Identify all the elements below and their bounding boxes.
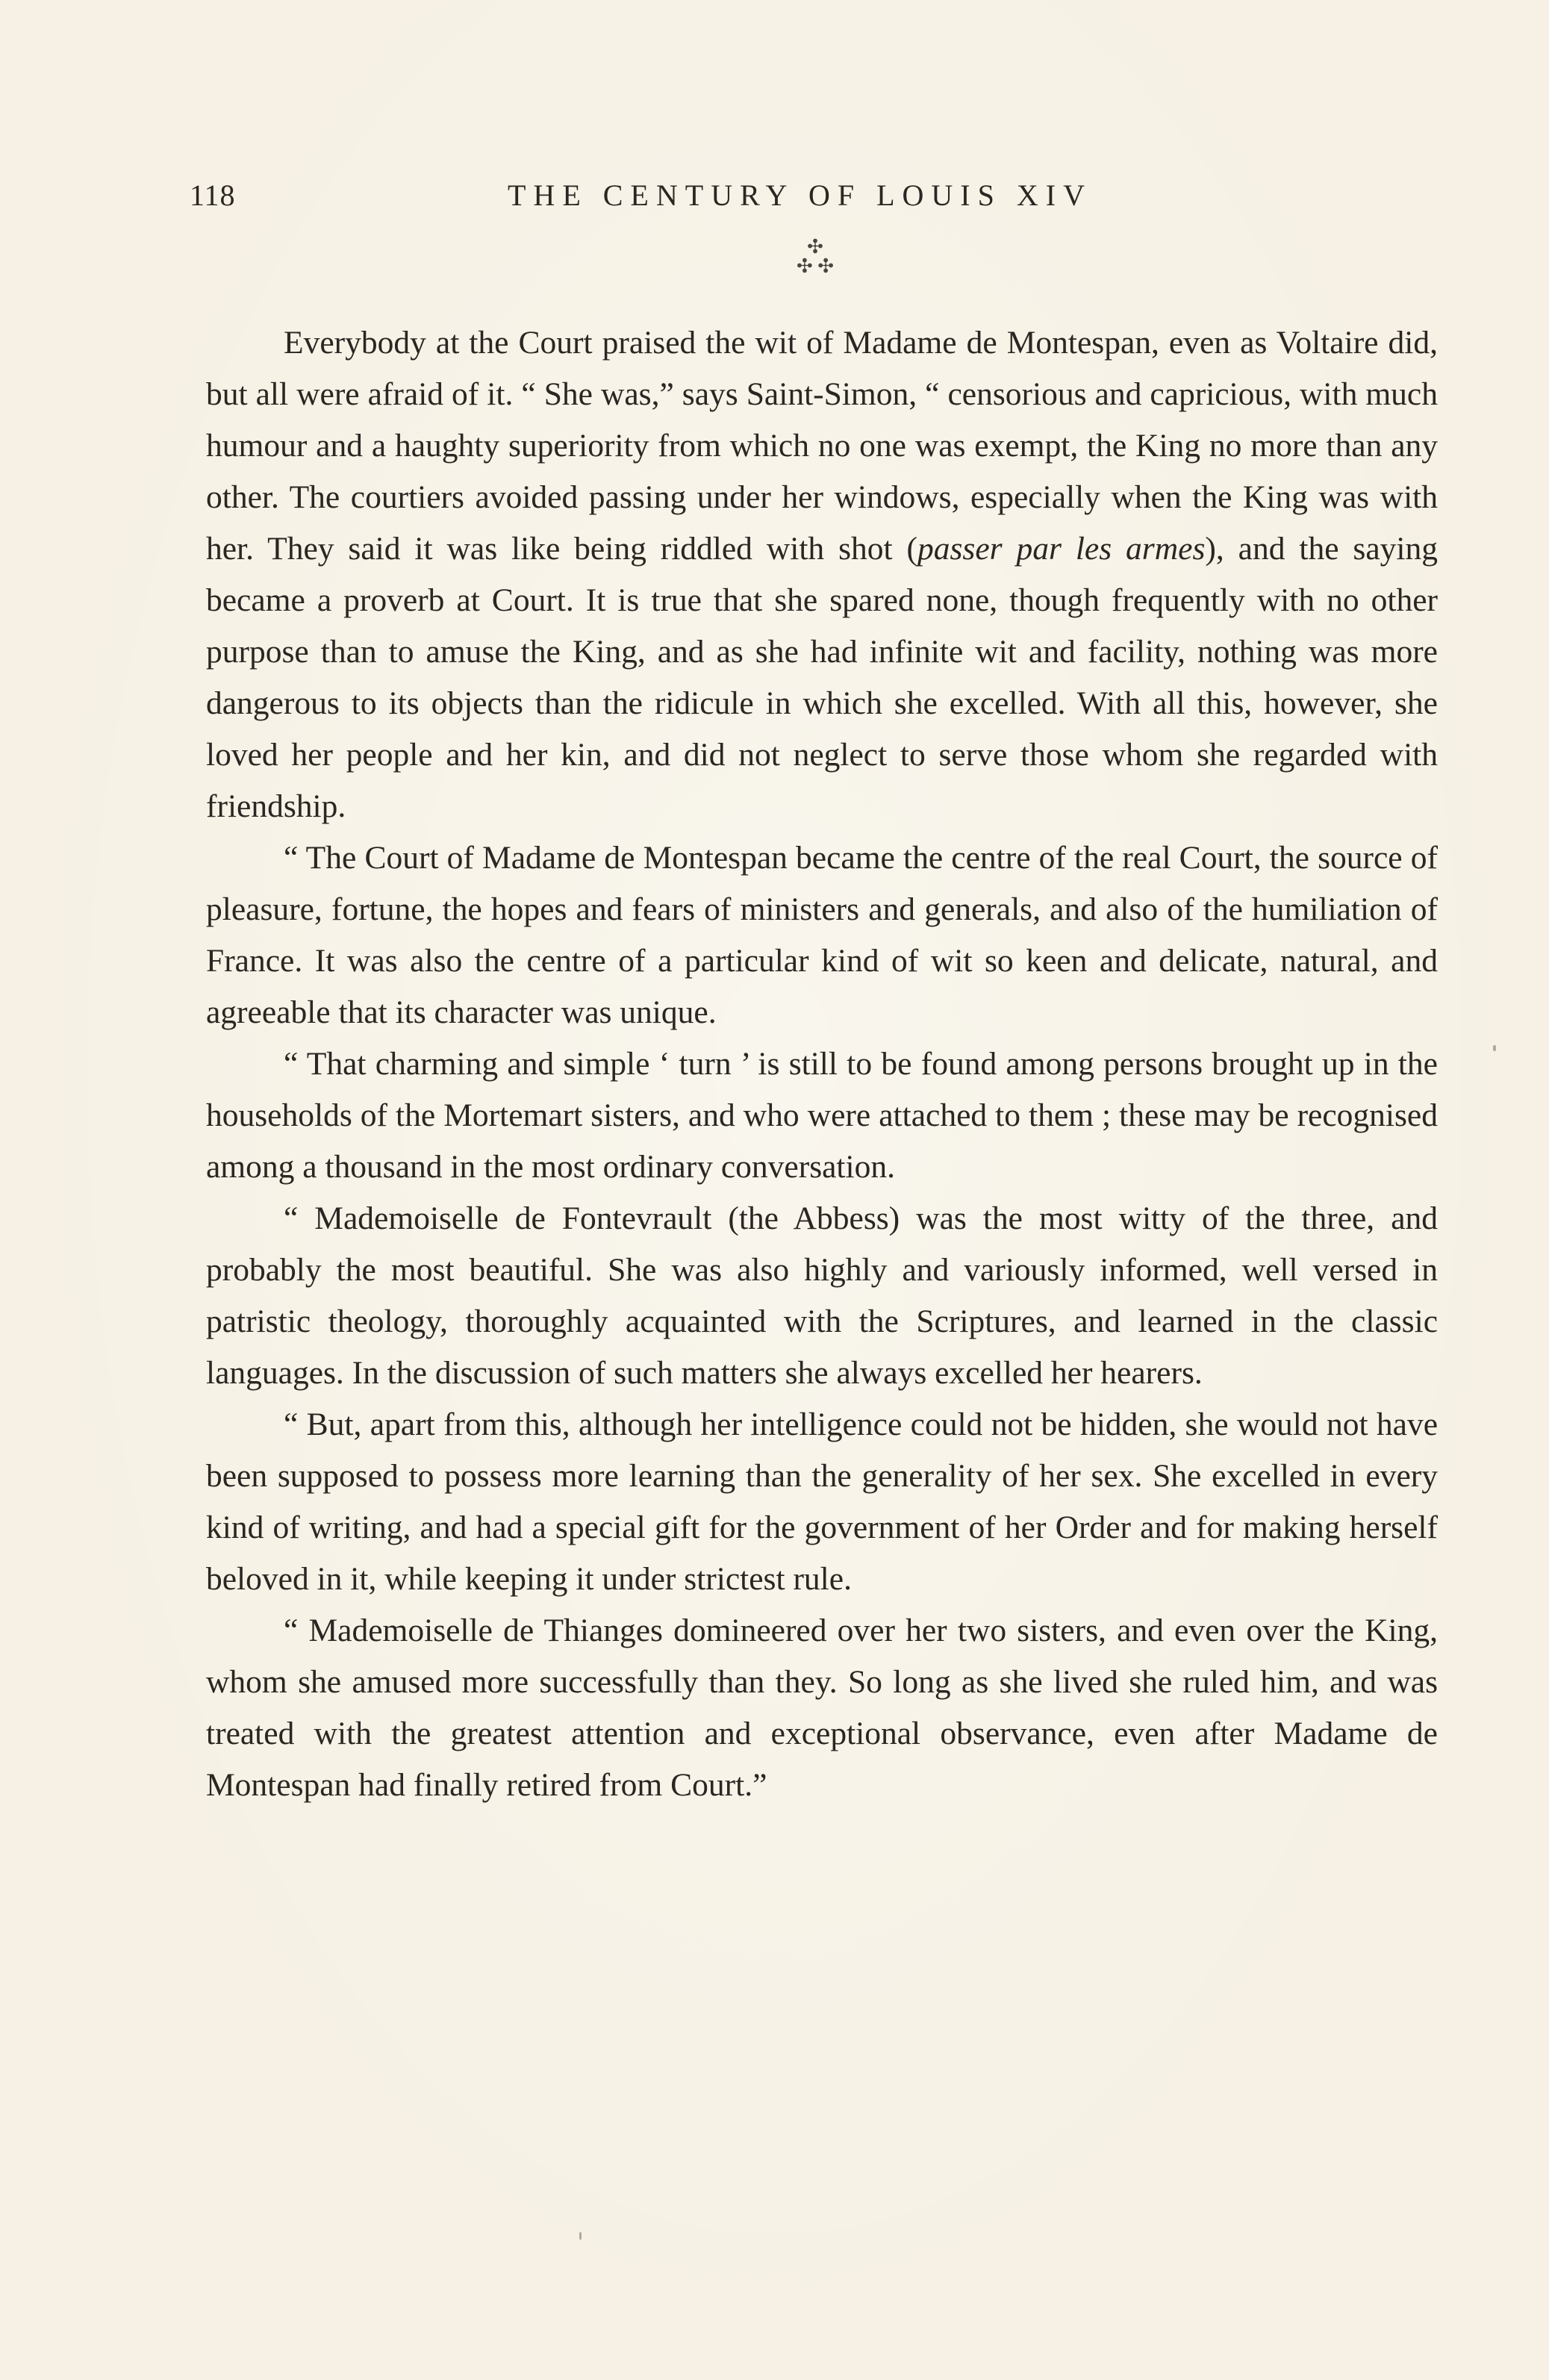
paragraph-3: “ That charming and simple ‘ turn ’ is still to be found among persons brought up in the households of the Mortemart sisters, and who were attached to them ; these may be recognised among a thousand in the most ordinary conversation. bbox=[206, 1046, 1438, 1185]
paragraph-5: “ But, apart from this, although her intelligence could not be hidden, she would not have been supposed to possess more learning than the generality of her sex. She excelled in every kind of writing, and had a special gift for the government of her Order and for making herself beloved in it, while keeping it under strictest rule. bbox=[206, 1406, 1438, 1597]
page-number: 118 bbox=[190, 178, 236, 212]
asterism-ornament-icon bbox=[793, 237, 838, 279]
italic-phrase: passer par les armes bbox=[917, 531, 1206, 567]
ornament-bottom: ✣ ✣ bbox=[796, 255, 835, 277]
running-head bbox=[190, 178, 1160, 222]
paragraph-1-text-after: ), and the saying became a proverb at Court. It is true that she spared none, though frequently with no other purpose than to amuse the King, and as she had infinite wit and facility, nothing was more dangerous to its objects than the ridicule in which she excelled. With all this, however, she loved her people and her kin, and did not neglect to serve those whom she regarded with friendship. bbox=[206, 531, 1438, 824]
paragraph-2: “ The Court of Madame de Montespan became the centre of the real Court, the source of pleasure, fortune, the hopes and fears of ministers and generals, and also of the humiliation of France. It was also the centre of a particular kind of wit so keen and delicate, natural, and agreeable that its character was unique. bbox=[206, 840, 1438, 1030]
paragraph-6: “ Mademoiselle de Thianges domineered over her two sisters, and even over the King, whom she amused more successfully than they. So long as she lived she ruled him, and was treated with the greatest attention and exceptional observance, even after Madame de Montespan had finally retired from Court.” bbox=[206, 1613, 1438, 1803]
paragraph-4: “ Mademoiselle de Fontevrault (the Abbess) was the most witty of the three, and probably the most beautiful. She was also highly and variously informed, well versed in patristic theology, thoroughly acquainted with the Scriptures, and learned in the classic languages. In the discussion of such matters she always excelled her hearers. bbox=[206, 1200, 1438, 1391]
paper-speck bbox=[1493, 1045, 1496, 1051]
paragraph-1-text-before: Everybody at the Court praised the wit of Madame de Montespan, even as Voltaire did, but all were afraid of it. “ She was,” says Saint-Simon, “ censorious and capricious, with much humour and a haughty superiority from which no one was exempt, the King no more than any other. The courtiers avoided passing under her windows, especially when the King was with her. They said it was like being riddled with shot ( bbox=[206, 325, 1438, 567]
running-title: THE CENTURY OF LOUIS XIV bbox=[508, 178, 1092, 212]
paragraph-1 bbox=[206, 317, 1438, 832]
paper-speck bbox=[579, 2232, 582, 2240]
body-text bbox=[206, 317, 1438, 1811]
ornament-top: ✣ bbox=[807, 236, 823, 258]
